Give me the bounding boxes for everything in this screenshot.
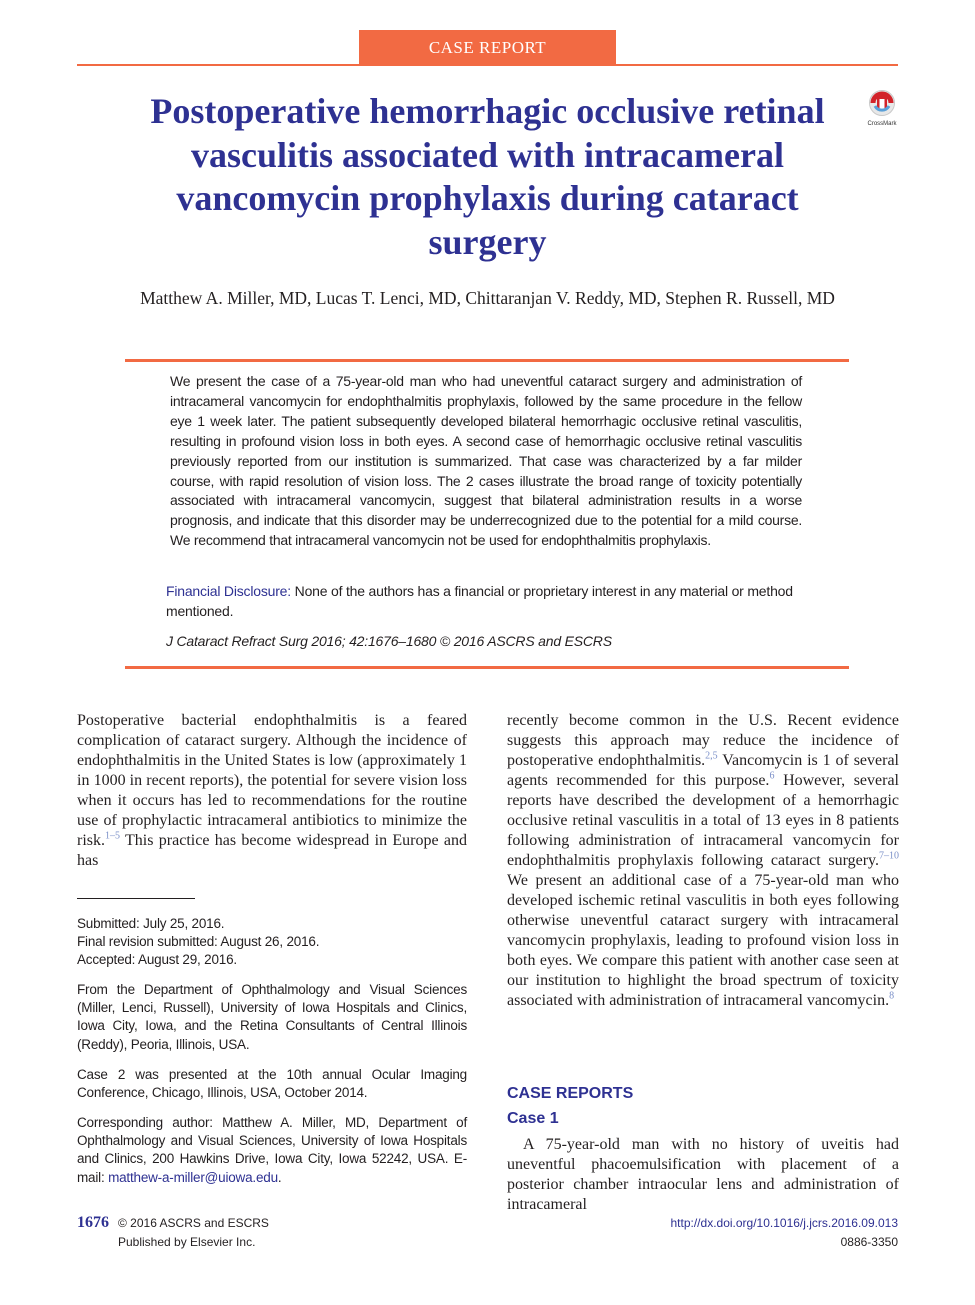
revision-date: Final revision submitted: August 26, 2016. xyxy=(77,934,320,950)
intro-right-text-4: We present an additional case of a 75-year-old man who developed ischemic retinal vasculitis in both eyes following otherwise uneventful cataract surgery with intracameral vancomycin prophylaxis, leading to profound vision loss in both eyes. We compare this patient with another case seen at our institution to highlight the broad spectrum of toxicity associated with administration of intracameral vancomycin. xyxy=(507,872,899,1009)
footnote-affiliations: From the Department of Ophthalmology and Visual Sciences (Miller, Lenci, Russell), University of Iowa Hospitals and Clinics, Iowa City, Iowa, and the Retina Consultants of Central Illinois (Reddy), Peoria, Illinois, USA. xyxy=(77,982,467,1052)
footnote-rule xyxy=(77,898,195,899)
journal-citation: J Cataract Refract Surg 2016; 42:1676–1680 © 2016 ASCRS and ESCRS xyxy=(166,633,612,649)
intro-right-text-3: However, several reports have described the development of a hemorrhagic occlusive retinal vasculitis in a total of 13 eyes in 8 patients following administration of intracameral vancomycin for endophthalmitis prophylaxis following cataract surgery. xyxy=(507,772,899,869)
disclosure-text: None of the authors has a financial or proprietary interest in any material or method mentioned. xyxy=(166,583,793,619)
submitted-date: Submitted: July 25, 2016. xyxy=(77,916,225,931)
crossmark-logo[interactable] xyxy=(862,88,902,128)
email-suffix: . xyxy=(277,1169,282,1185)
reference-link[interactable]: 7–10 xyxy=(879,850,899,862)
abstract-text: We present the case of a 75-year-old man who had uneventful cataract surgery and administration of intracameral vancomycin for endophthalmitis prophylaxis, followed by the same procedure in the fellow eye 1 week later. The patient subsequently developed bilateral hemorrhagic occlusive retinal vasculitis, resulting in profound vision loss in both eyes. A second case of hemorrhagic occlusive retinal vasculitis previously reported from our institution is summarized. That case was characterized by a far milder course, with rapid resolution of vision loss. The 2 cases illustrate the broad range of toxicity potentially associated with intracameral vancomycin, suggest that bilateral administration results in a worse prognosis, and indicate that this disorder may be underrecognized due to the potential for a mild course. We recommend that intracameral vancomycin not be used for endophthalmitis prophylaxis. xyxy=(170,373,802,549)
case1-paragraph: A 75-year-old man with no history of uveitis had uneventful phacoemulsification with placement of a posterior chamber intraocular lens and administration of intracameral xyxy=(507,1136,899,1213)
footnote-dates xyxy=(77,915,467,970)
page-number: 1676 xyxy=(77,1214,109,1231)
intro-text-part1: Postoperative bacterial endophthalmitis is a feared complication of cataract surgery. Although the incidence of endophthalmitis in the United States is low (approximately 1 in 1000 in recent reports), the potential for severe vision loss when it occurs has led to recommendations for the routine use of prophylactic intracameral antibiotics to minimize the risk. xyxy=(77,712,467,849)
svg-text:CrossMark: CrossMark xyxy=(867,121,897,127)
doi-link[interactable]: http://dx.doi.org/10.1016/j.jcrs.2016.09.013 xyxy=(670,1216,898,1230)
issn: 0886-3350 xyxy=(840,1235,898,1249)
accepted-date: Accepted: August 29, 2016. xyxy=(77,952,237,968)
abstract-top-rule xyxy=(125,359,849,362)
article-type-label: CASE REPORT xyxy=(428,37,547,57)
footnote-corresponding-author xyxy=(77,1114,467,1187)
section-heading: CASE REPORTS xyxy=(507,1085,634,1102)
intro-paragraph-right xyxy=(507,711,899,1011)
reference-link[interactable]: 2,5 xyxy=(705,750,718,762)
subsection-heading: Case 1 xyxy=(507,1110,559,1127)
author-list: Matthew A. Miller, MD, Lucas T. Lenci, MD, Chittaranjan V. Reddy, MD, Stephen R. Russell, MD xyxy=(140,288,835,308)
article-type-tag xyxy=(359,30,616,65)
intro-text-part2: This practice has become widespread in Europe and has xyxy=(77,832,467,869)
abstract-bottom-rule xyxy=(125,666,849,669)
footer-publisher: Published by Elsevier Inc. xyxy=(118,1235,256,1249)
footer-copyright: © 2016 ASCRS and ESCRS xyxy=(118,1216,269,1230)
reference-link[interactable]: 8 xyxy=(889,990,895,1002)
corresponding-author-text: Corresponding author: Matthew A. Miller, MD, Department of Ophthalmology and Visual Sciences, University of Iowa Hospitals and Clinics, 200 Hawkins Drive, Iowa City, Iowa 52242, USA. E-mail: xyxy=(77,1115,467,1185)
reference-link[interactable]: 1–5 xyxy=(105,830,120,842)
intro-paragraph-left xyxy=(77,711,467,871)
financial-disclosure xyxy=(166,581,812,621)
disclosure-label: Financial Disclosure: xyxy=(166,583,291,599)
intro-right-text-1: recently become common in the U.S. Recent evidence suggests this approach may reduce the incidence of postoperative endophthalmitis. xyxy=(507,712,899,769)
footnote-presentation: Case 2 was presented at the 10th annual Ocular Imaging Conference, Chicago, Illinois, USA, October 2014. xyxy=(77,1067,467,1101)
header-rule xyxy=(77,64,898,66)
reference-link[interactable]: 6 xyxy=(769,770,775,782)
article-title: Postoperative hemorrhagic occlusive retinal vasculitis associated with intracameral vancomycin prophylaxis during cataract surgery xyxy=(150,91,825,262)
crossmark-icon xyxy=(862,88,902,128)
author-email-link[interactable]: matthew-a-miller@uiowa.edu xyxy=(108,1169,278,1185)
intro-right-text-2: Vancomycin is 1 of several agents recommended for this purpose. xyxy=(507,752,899,789)
